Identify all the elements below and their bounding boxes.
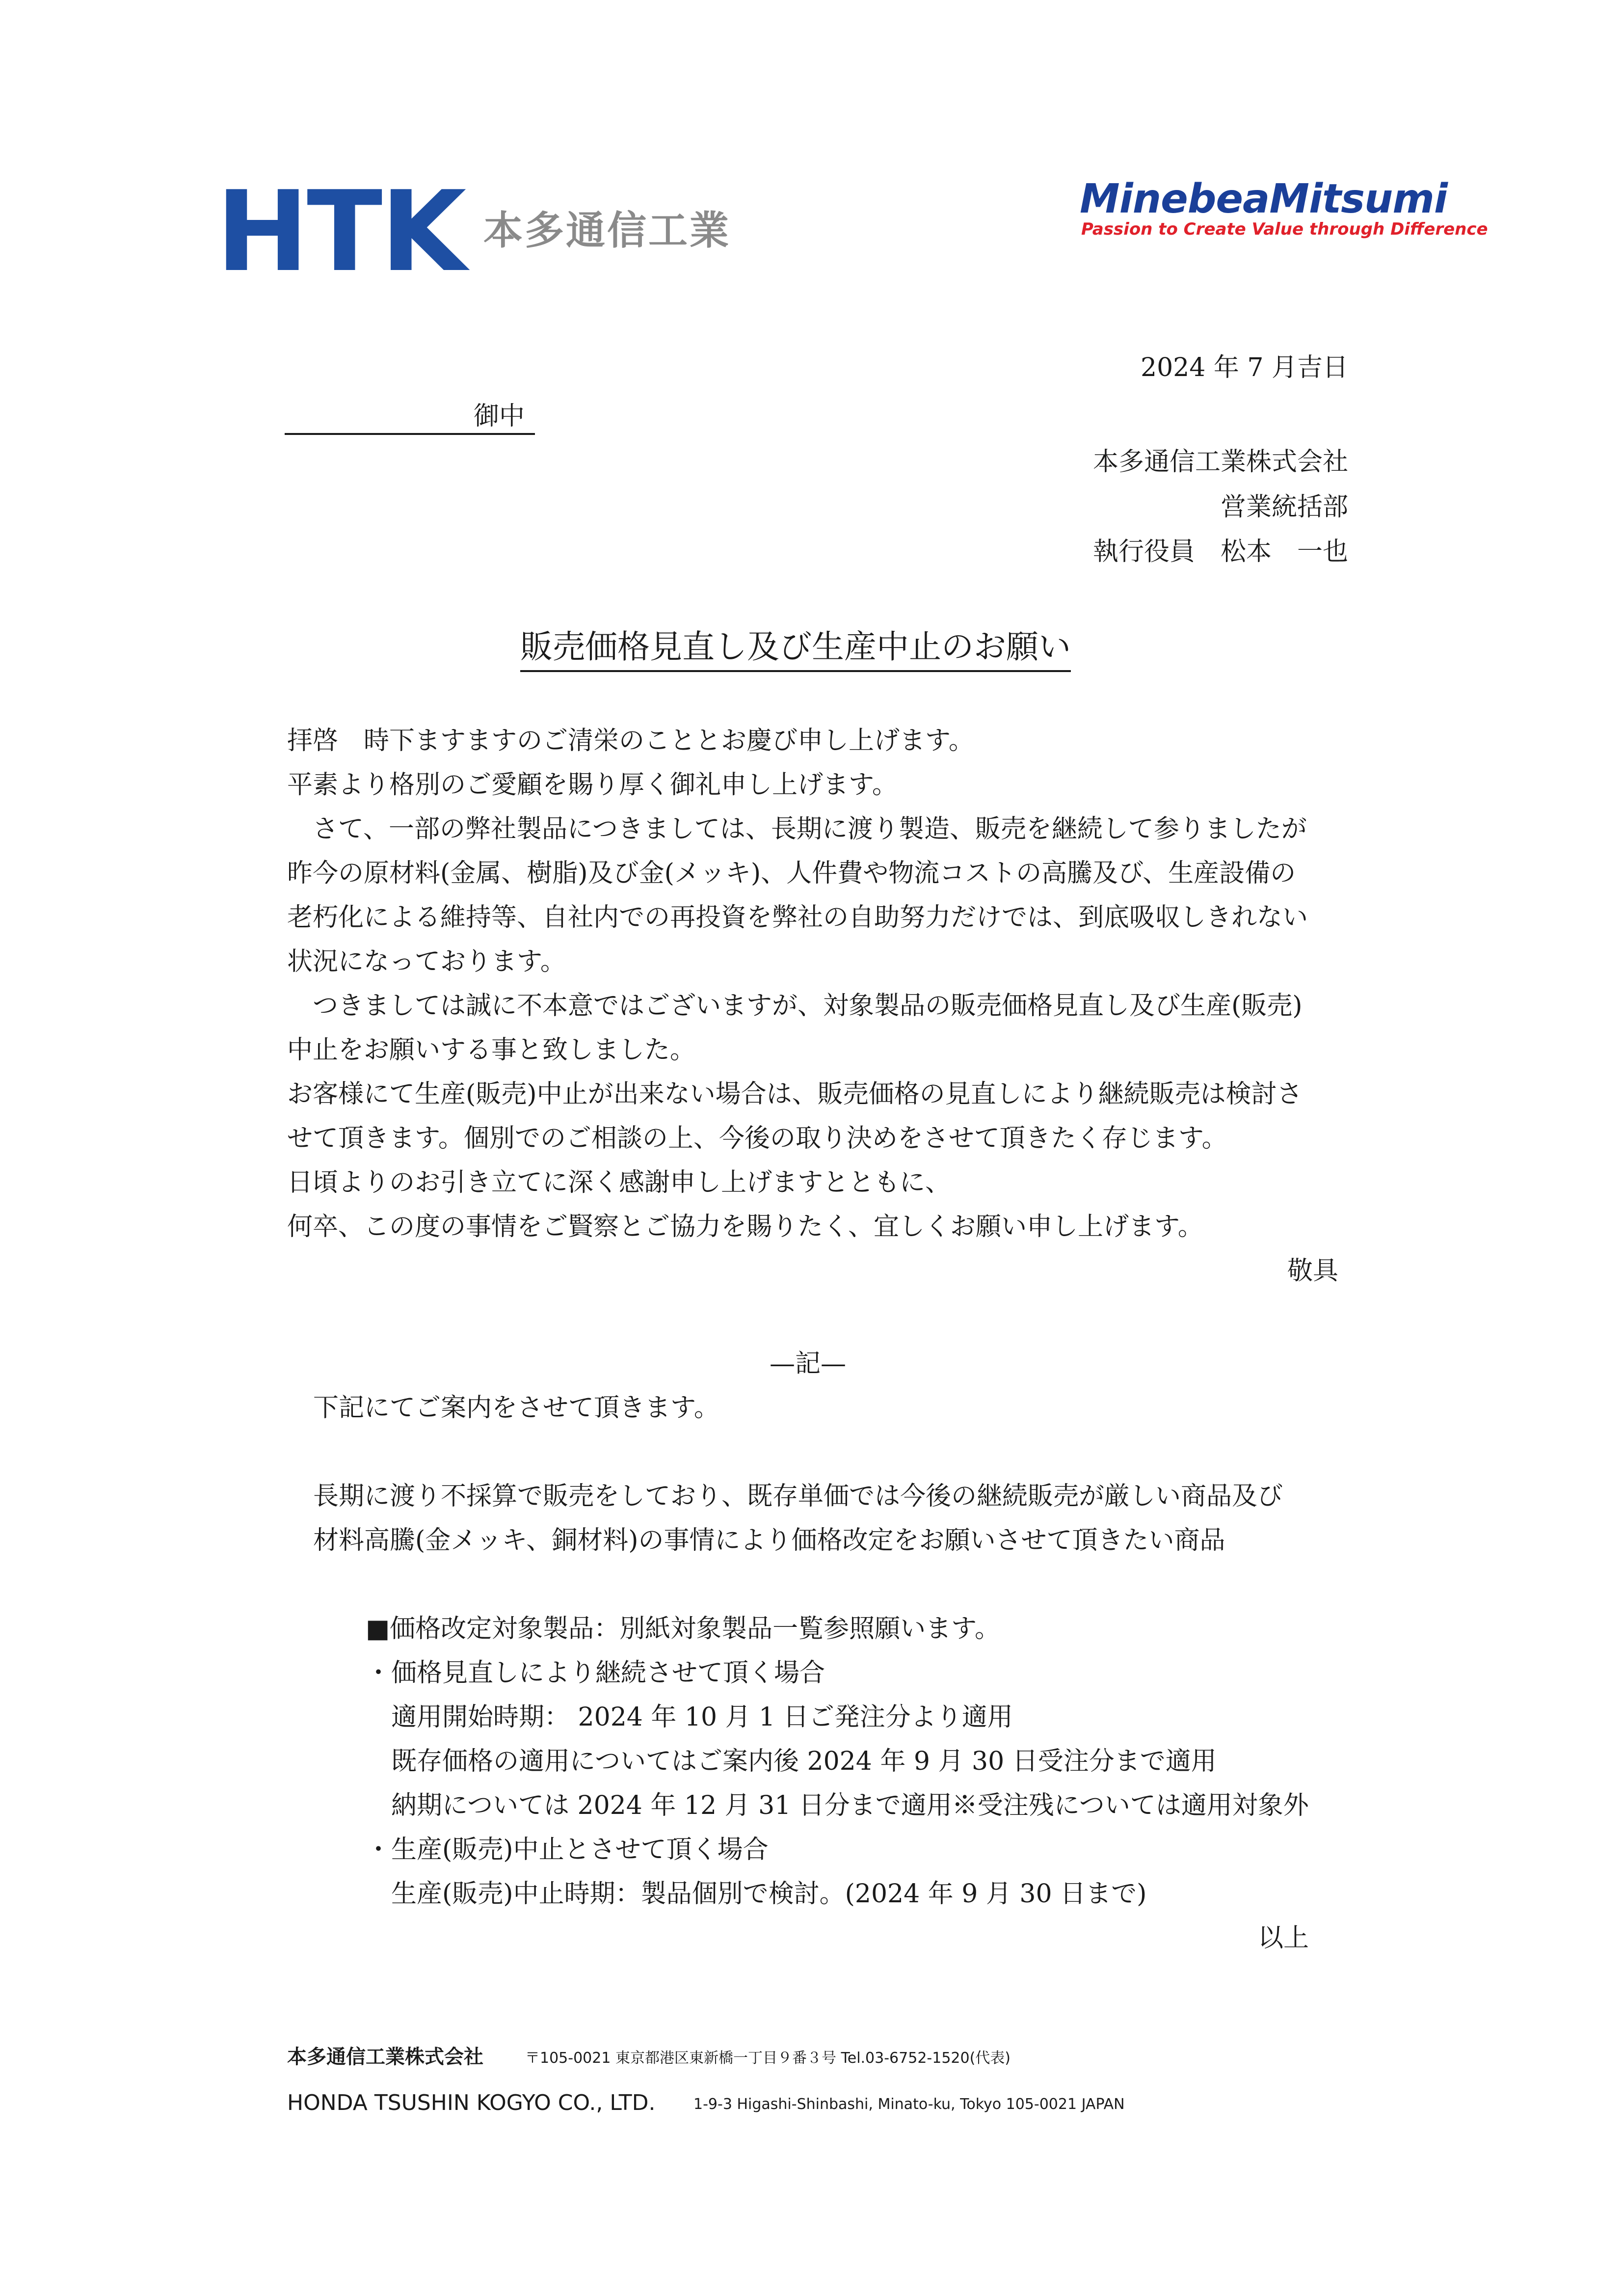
body-line: せて頂きます。個別でのご相談の上、今後の取り決めをさせて頂きたく存じます。 [287,1124,1227,1153]
addressee-suffix: 御中 [474,402,525,431]
body-line: 何卒、この度の事情をご賢察とご協力を賜りたく、宜しくお願い申し上げます。 [287,1212,1203,1242]
body-line: お客様にて生産(販売)中止が出来ない場合は、販売価格の見直しにより継続販売は検討さ [287,1080,1303,1109]
closing-keigu: 敬具 [1287,1256,1338,1286]
item-discontinue-date: 生産(販売)中止時期：製品個別で検討。(2024 年 9 月 30 日まで) [366,1879,1147,1909]
footer-address-en: 1-9-3 Higashi-Shinbashi, Minato-ku, Tokyo 105-0021 JAPAN [693,2096,1125,2113]
item-delivery: 納期については 2024 年 12 月 31 日分まで適用※受注残については適用対象外 [366,1791,1309,1820]
body-line: 昨今の原材料(金属、樹脂)及び金(メッキ)、人件費や物流コストの高騰及び、生産設備の [287,859,1296,888]
item-discontinue-case: ・生産(販売)中止とさせて頂く場合 [366,1835,769,1864]
sender-department: 営業統括部 [1220,492,1348,522]
body-line: 日頃よりのお引き立てに深く感謝申し上げますとともに、 [287,1168,951,1197]
htk-company-jp: 本多通信工業 [483,208,731,253]
body-line: 平素より格別のご愛顧を賜り厚く御礼申し上げます。 [287,770,898,800]
htk-logo: HTK [216,167,465,297]
addressee-blank-line [285,433,535,435]
item-start-date: 適用開始時期： 2024 年 10 月 1 日ご発注分より適用 [366,1702,1013,1732]
body-line: 状況になっております。 [287,947,566,976]
letter-date: 2024 年 7 月吉日 [1140,353,1348,382]
body-line: 中止をお願いする事と致しました。 [287,1035,696,1065]
body-line: 拝啓 時下ますますのご清栄のこととお慶び申し上げます。 [287,726,974,756]
minebeamitsumi-tagline: Passion to Create Value through Difference [1081,219,1488,239]
footer-company-en: HONDA TSUSHIN KOGYO CO., LTD. [287,2090,656,2115]
sender-company: 本多通信工業株式会社 [1092,447,1348,477]
sender-person: 執行役員 松本 一也 [1092,537,1348,567]
body-line: さて、一部の弊社製品につきましては、長期に渡り製造、販売を継続して参りましたが [287,814,1307,844]
body-line: 老朽化による維持等、自社内での再投資を弊社の自助努力だけでは、到底吸収しきれない [287,903,1308,932]
body-line: つきましては誠に不本意ではございますが、対象製品の販売価格見直し及び生産(販売) [287,991,1303,1021]
item-continue-case: ・価格見直しにより継続させて頂く場合 [366,1658,825,1688]
minebeamitsumi-logo: MinebeaMitsumi [1080,176,1447,222]
item-target-products: ■価格改定対象製品：別紙対象製品一覧参照願います。 [366,1614,1000,1644]
item-existing-price: 既存価格の適用についてはご案内後 2024 年 9 月 30 日受注分まで適用 [366,1747,1217,1776]
footer-company-jp: 本多通信工業株式会社 [287,2046,483,2068]
letter-title: 販売価格見直し及び生産中止のお願い [520,631,1071,672]
record-intro: 下記にてご案内をさせて頂きます。 [313,1393,719,1423]
record-heading: —記— [770,1349,847,1378]
end-ijou: 以上 [1257,1923,1309,1953]
footer-address-jp: 〒105-0021 東京都港区東新橋一丁目９番３号 Tel.03-6752-1520(代表) [525,2050,1011,2067]
record-description-line: 材料高騰(金メッキ、銅材料)の事情により価格改定をお願いさせて頂きたい商品 [313,1526,1225,1555]
record-description-line: 長期に渡り不採算で販売をしており、既存単価では今後の継続販売が厳しい商品及び [313,1482,1283,1511]
